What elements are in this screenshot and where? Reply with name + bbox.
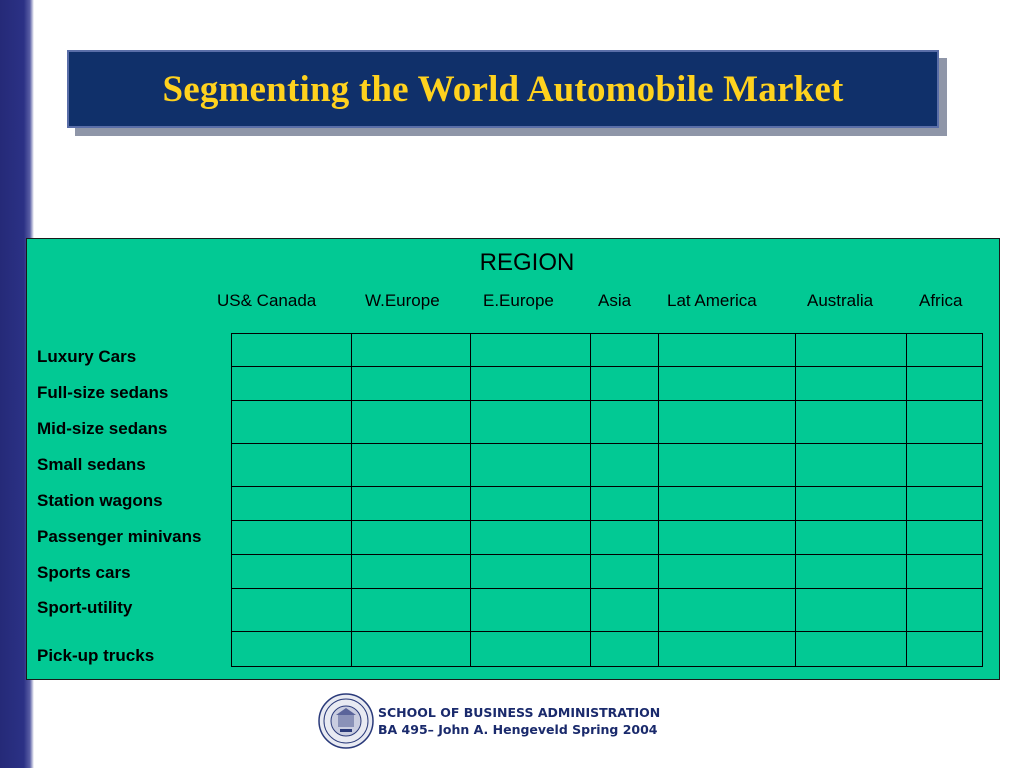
column-header-asia: Asia <box>598 291 632 310</box>
column-header-e-europe: E.Europe <box>483 291 554 310</box>
row-label-small-sedans: Small sedans <box>37 455 146 474</box>
row-label-luxury-cars: Luxury Cars <box>37 347 137 366</box>
column-header-australia: Australia <box>807 291 874 310</box>
grid-column-divider <box>795 334 796 666</box>
row-label-station-wagons: Station wagons <box>37 491 163 510</box>
segmentation-table-panel <box>26 238 1000 680</box>
grid-column-divider <box>906 334 907 666</box>
row-label-passenger-minivans: Passenger minivans <box>37 527 202 546</box>
column-header-lat-america: Lat America <box>667 291 757 310</box>
row-label-mid-size-sedans: Mid-size sedans <box>37 419 168 438</box>
university-seal-icon <box>318 693 374 749</box>
footer-course-info: BA 495– John A. Hengeveld Spring 2004 <box>378 722 658 737</box>
row-label-sports-cars: Sports cars <box>37 563 131 582</box>
grid-row-divider <box>232 486 982 487</box>
grid-row-divider <box>232 366 982 367</box>
region-heading: REGION <box>479 249 575 276</box>
empty-segment-grid <box>231 333 983 667</box>
grid-row-divider <box>232 443 982 444</box>
footer <box>318 692 660 750</box>
grid-row-divider <box>232 400 982 401</box>
grid-row-divider <box>232 520 982 521</box>
column-header-africa: Africa <box>919 291 963 310</box>
row-label-sport-utility: Sport-utility <box>37 598 133 617</box>
column-header-us-canada: US& Canada <box>217 291 317 310</box>
row-label-pick-up-trucks: Pick-up trucks <box>37 646 155 665</box>
grid-row-divider <box>232 588 982 589</box>
footer-text-block <box>378 704 660 738</box>
grid-column-divider <box>658 334 659 666</box>
footer-school-name: SCHOOL OF BUSINESS ADMINISTRATION <box>378 705 661 720</box>
grid-row-divider <box>232 631 982 632</box>
grid-column-divider <box>590 334 591 666</box>
grid-column-divider <box>470 334 471 666</box>
slide-title: Segmenting the World Automobile Market <box>162 68 844 110</box>
column-header-w-europe: W.Europe <box>365 291 440 310</box>
row-label-full-size-sedans: Full-size sedans <box>37 383 169 402</box>
title-box <box>67 50 939 128</box>
grid-row-divider <box>232 554 982 555</box>
grid-column-divider <box>351 334 352 666</box>
